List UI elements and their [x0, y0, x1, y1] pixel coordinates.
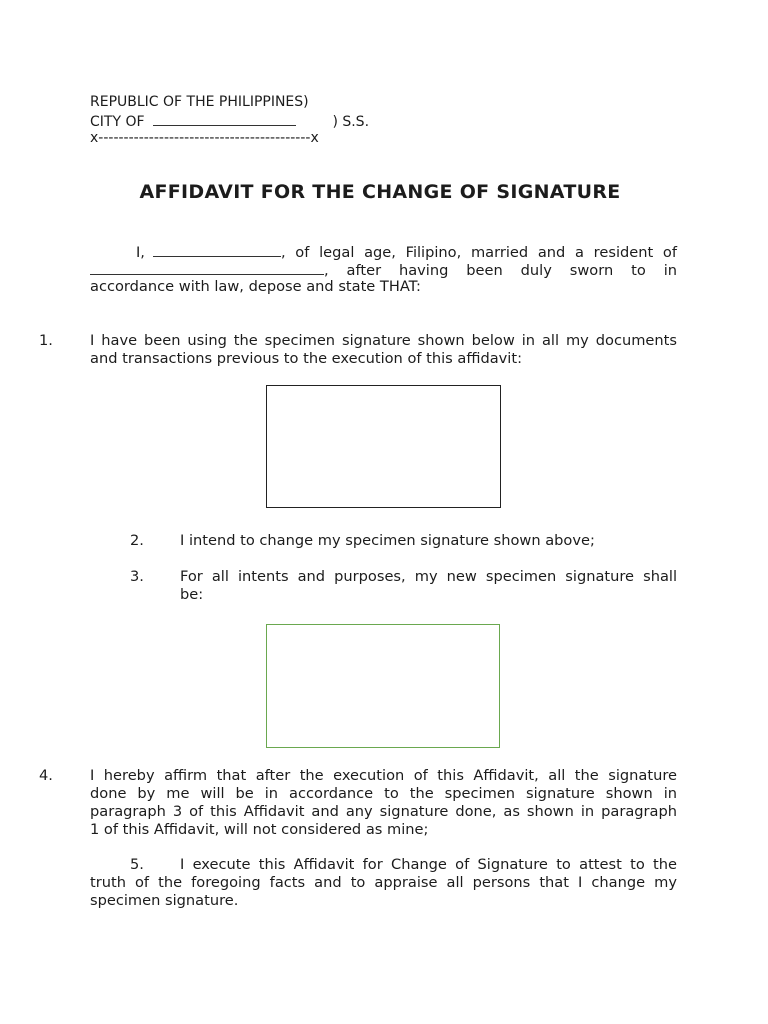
intro-line-3: accordance with law, depose and state THAT: [90, 278, 421, 295]
item-1-line-1: I have been using the specimen signature shown below in all my documents [90, 332, 677, 349]
item-5-number: 5. [130, 856, 144, 873]
item-5-line-2: truth of the foregoing facts and to appraise all persons that I change my [90, 874, 677, 891]
item-3-line-1: For all intents and purposes, my new specimen signature shall [180, 568, 677, 585]
page-title: AFFIDAVIT FOR THE CHANGE OF SIGNATURE [139, 181, 621, 203]
item-5-line-1: I execute this Affidavit for Change of Signature to attest to the [180, 856, 677, 873]
intro-line-2-text: , after having been duly sworn to in [324, 262, 677, 279]
residence-blank [90, 260, 324, 275]
item-1-number: 1. [39, 332, 53, 349]
item-3-number: 3. [130, 568, 144, 585]
item-2-text: I intend to change my specimen signature shown above; [180, 532, 595, 549]
item-4-number: 4. [39, 767, 53, 784]
name-blank [153, 242, 281, 257]
intro-line-1-text: , of legal age, Filipino, married and a resident of [280, 244, 677, 261]
intro-line-2 [90, 260, 677, 280]
item-5-line-3: specimen signature. [90, 892, 239, 909]
item-2-number: 2. [130, 532, 144, 549]
intro-i: I, [136, 244, 145, 261]
old-signature-box [266, 385, 501, 508]
item-3-line-2: be: [180, 586, 204, 603]
item-4-line-3: paragraph 3 of this Affidavit and any signature done, as shown in paragraph [90, 803, 677, 820]
item-4-line-2: done by me will be in accordance to the specimen signature shown in [90, 785, 677, 802]
city-blank [153, 111, 296, 126]
intro-line-1 [136, 242, 677, 262]
item-4-line-4: 1 of this Affidavit, will not considered as mine; [90, 821, 429, 838]
item-4-line-1: I hereby affirm that after the execution of this Affidavit, all the signature [90, 767, 677, 784]
new-signature-box [266, 624, 500, 748]
city-label: CITY OF [90, 114, 145, 130]
ss-label: ) S.S. [332, 114, 370, 130]
separator-line: x------------------------------------------x [90, 130, 319, 146]
city-line [90, 111, 369, 131]
republic-line: REPUBLIC OF THE PHILIPPINES) [90, 94, 309, 110]
item-1-line-2: and transactions previous to the execution of this affidavit: [90, 350, 523, 367]
